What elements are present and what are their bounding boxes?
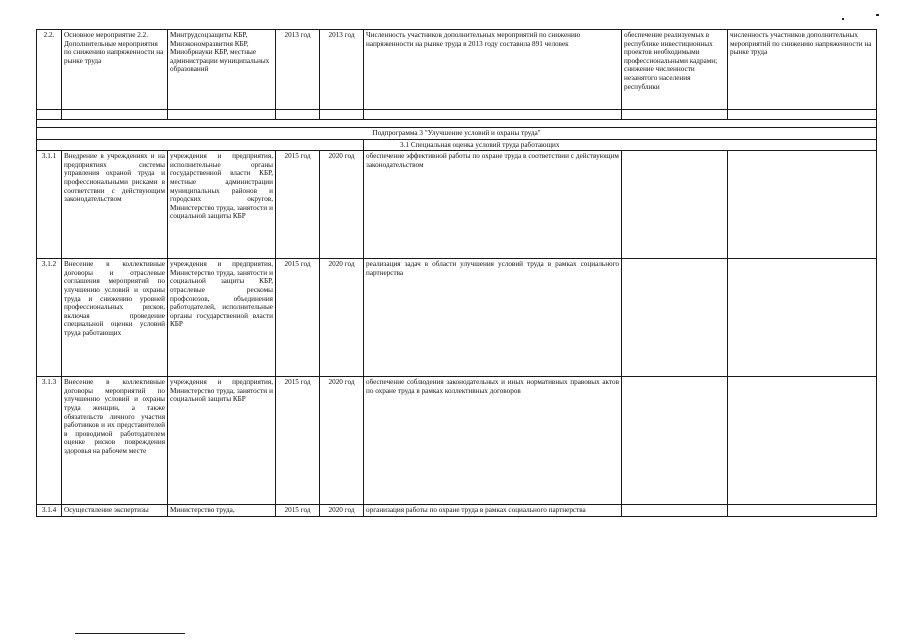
executor: Минтрудсоцзащиты КБР, Минэкономразвития КБР, Минобрнауки КБР, местные администрации муниципальных образований	[168, 30, 276, 110]
executor: Министерство труда,	[168, 505, 276, 517]
expected-result: обеспечение соблюдения законодательных и иных нормативных правовых актов по охране труда в рамках коллективных договоров	[364, 377, 622, 505]
consequence	[622, 505, 728, 517]
measure-name: Внесение в коллективные договоры мероприятий по улучшению условий и охраны труда женщин, а также обязательств личного участия работников и их представителей в проводимой работодателем оценке рисков повреждения здоровья на рабочем месте	[62, 377, 168, 505]
table-row-spacer	[37, 110, 877, 120]
row-number: 3.1.3	[37, 377, 62, 505]
start-year: 2015 год	[276, 259, 320, 377]
measure-name: Основное мероприятие 2.2. Дополнительные мероприятия по снижению напряженности на рынке труда	[62, 30, 168, 110]
expected-result: реализация задач в области улучшения условий труда в рамках социального партнерства	[364, 259, 622, 377]
measure-name: Внесение в коллективные договоры и отраслевые соглашения мероприятий по улучшению условий и охраны труда и снижению уровней профессиональных рисков, включая проведение специальной оценки условий труда работающих	[62, 259, 168, 377]
scan-dot	[876, 14, 879, 16]
end-year: 2013 год	[320, 30, 364, 110]
measure-name: Внедрение в учреждениях и на предприятиях системы управления охраной труда и профессиональными рисками в соответствии с действующим законодательством	[62, 151, 168, 259]
start-year: 2015 год	[276, 377, 320, 505]
footnote-rule	[75, 633, 185, 634]
indicator	[728, 377, 877, 505]
end-year: 2020 год	[320, 505, 364, 517]
row-number: 3.1.1	[37, 151, 62, 259]
executor: учреждения и предприятия, Министерство труда, занятости и социальной защиты КБР, отраслевые рескомы профсоюзов, объединения работодателей, исполнительные органы государственной власти КБР	[168, 259, 276, 377]
expected-result: Численность участников дополнительных мероприятий по снижению напряженности на рынке труда в 2013 году составила 891 человек	[364, 30, 622, 110]
consequence: обеспечение реализуемых в республике инвестиционных проектов необходимыми профессиональными кадрами; снижение численности незанятого населения республики	[622, 30, 728, 110]
indicator: численность участников дополнительных мероприятий по снижению напряженности на рынке труда	[728, 30, 877, 110]
table-row	[37, 151, 877, 259]
row-number: 3.1.4	[37, 505, 62, 517]
table-row	[37, 259, 877, 377]
start-year: 2013 год	[276, 30, 320, 110]
program-measures-table	[36, 29, 877, 517]
consequence	[622, 151, 728, 259]
measure-name: Осуществление экспертизы	[62, 505, 168, 517]
start-year: 2015 год	[276, 505, 320, 517]
start-year: 2015 год	[276, 151, 320, 259]
executor: учреждения и предприятия, Министерство труда, занятости и социальной защиты КБР	[168, 377, 276, 505]
end-year: 2020 год	[320, 377, 364, 505]
row-number: 2.2.	[37, 30, 62, 110]
end-year: 2020 год	[320, 259, 364, 377]
table-row	[37, 377, 877, 505]
section-header-row	[37, 139, 877, 151]
scan-dot	[842, 18, 844, 20]
consequence	[622, 377, 728, 505]
section-title: 3.1 Специальная оценка условий труда работающих	[364, 139, 877, 151]
indicator	[728, 151, 877, 259]
expected-result: организация работы по охране труда в рамках социального партнерства	[364, 505, 622, 517]
expected-result: обеспечение эффективной работы по охране труда в соответствии с действующим законодательством	[364, 151, 622, 259]
row-number: 3.1.2	[37, 259, 62, 377]
table-row-blank	[37, 120, 877, 128]
subprogram-header-row	[37, 128, 877, 140]
indicator	[728, 259, 877, 377]
subprogram-title: Подпрограмма 3 "Улучшение условий и охраны труда"	[37, 128, 877, 140]
table-row	[37, 505, 877, 517]
table-row	[37, 30, 877, 110]
indicator	[728, 505, 877, 517]
end-year: 2020 год	[320, 151, 364, 259]
consequence	[622, 259, 728, 377]
executor: учреждения и предприятия, исполнительные органы государственной власти КБР, местные администрации муниципальных районов и городских округов, Министерство труда, занятости и социальной защиты КБР	[168, 151, 276, 259]
